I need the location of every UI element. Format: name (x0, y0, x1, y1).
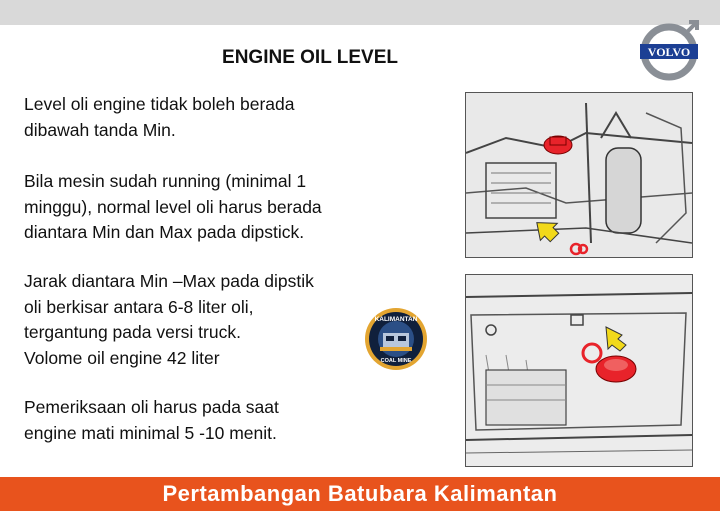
volvo-logo-text: VOLVO (647, 45, 691, 59)
volvo-logo (632, 16, 706, 82)
paragraph-min-max (24, 269, 314, 371)
text-line: Pemeriksaan oli harus pada saat (24, 397, 279, 417)
coal-mine-badge (364, 307, 428, 371)
text-line: Volome oil engine 42 liter (24, 347, 220, 368)
text-line: dibawah tanda Min. (24, 119, 176, 140)
paragraph-oil-min (24, 92, 294, 143)
text-line: minggu), normal level oli harus berada (24, 196, 322, 217)
footer-caption: Pertambangan Batubara Kalimantan (162, 481, 558, 506)
oil-cap-icon (544, 136, 572, 154)
footer-banner (0, 477, 720, 511)
slide (0, 25, 720, 477)
paragraph-check (24, 395, 279, 446)
text-line: diantara Min dan Max pada dipstick. (24, 222, 305, 242)
text-line: tergantung pada versi truck. (24, 322, 241, 342)
badge-bottom-text: COAL MINE (380, 358, 412, 364)
engine-photo-top (465, 92, 693, 258)
top-bar (0, 0, 720, 25)
text-line: engine mati minimal 5 -10 menit. (24, 422, 277, 443)
engine-photo-bottom (465, 274, 693, 467)
text-line: Bila mesin sudah running (minimal 1 (24, 171, 307, 191)
badge-top-text: KALIMANTAN (374, 316, 418, 323)
paragraph-running (24, 169, 322, 246)
text-line: Jarak diantara Min –Max pada dipstik (24, 271, 314, 291)
text-line: Level oli engine tidak boleh berada (24, 94, 295, 114)
slide-title: ENGINE OIL LEVEL (222, 47, 398, 68)
text-line: oli berkisar antara 6-8 liter oli, (24, 296, 254, 317)
